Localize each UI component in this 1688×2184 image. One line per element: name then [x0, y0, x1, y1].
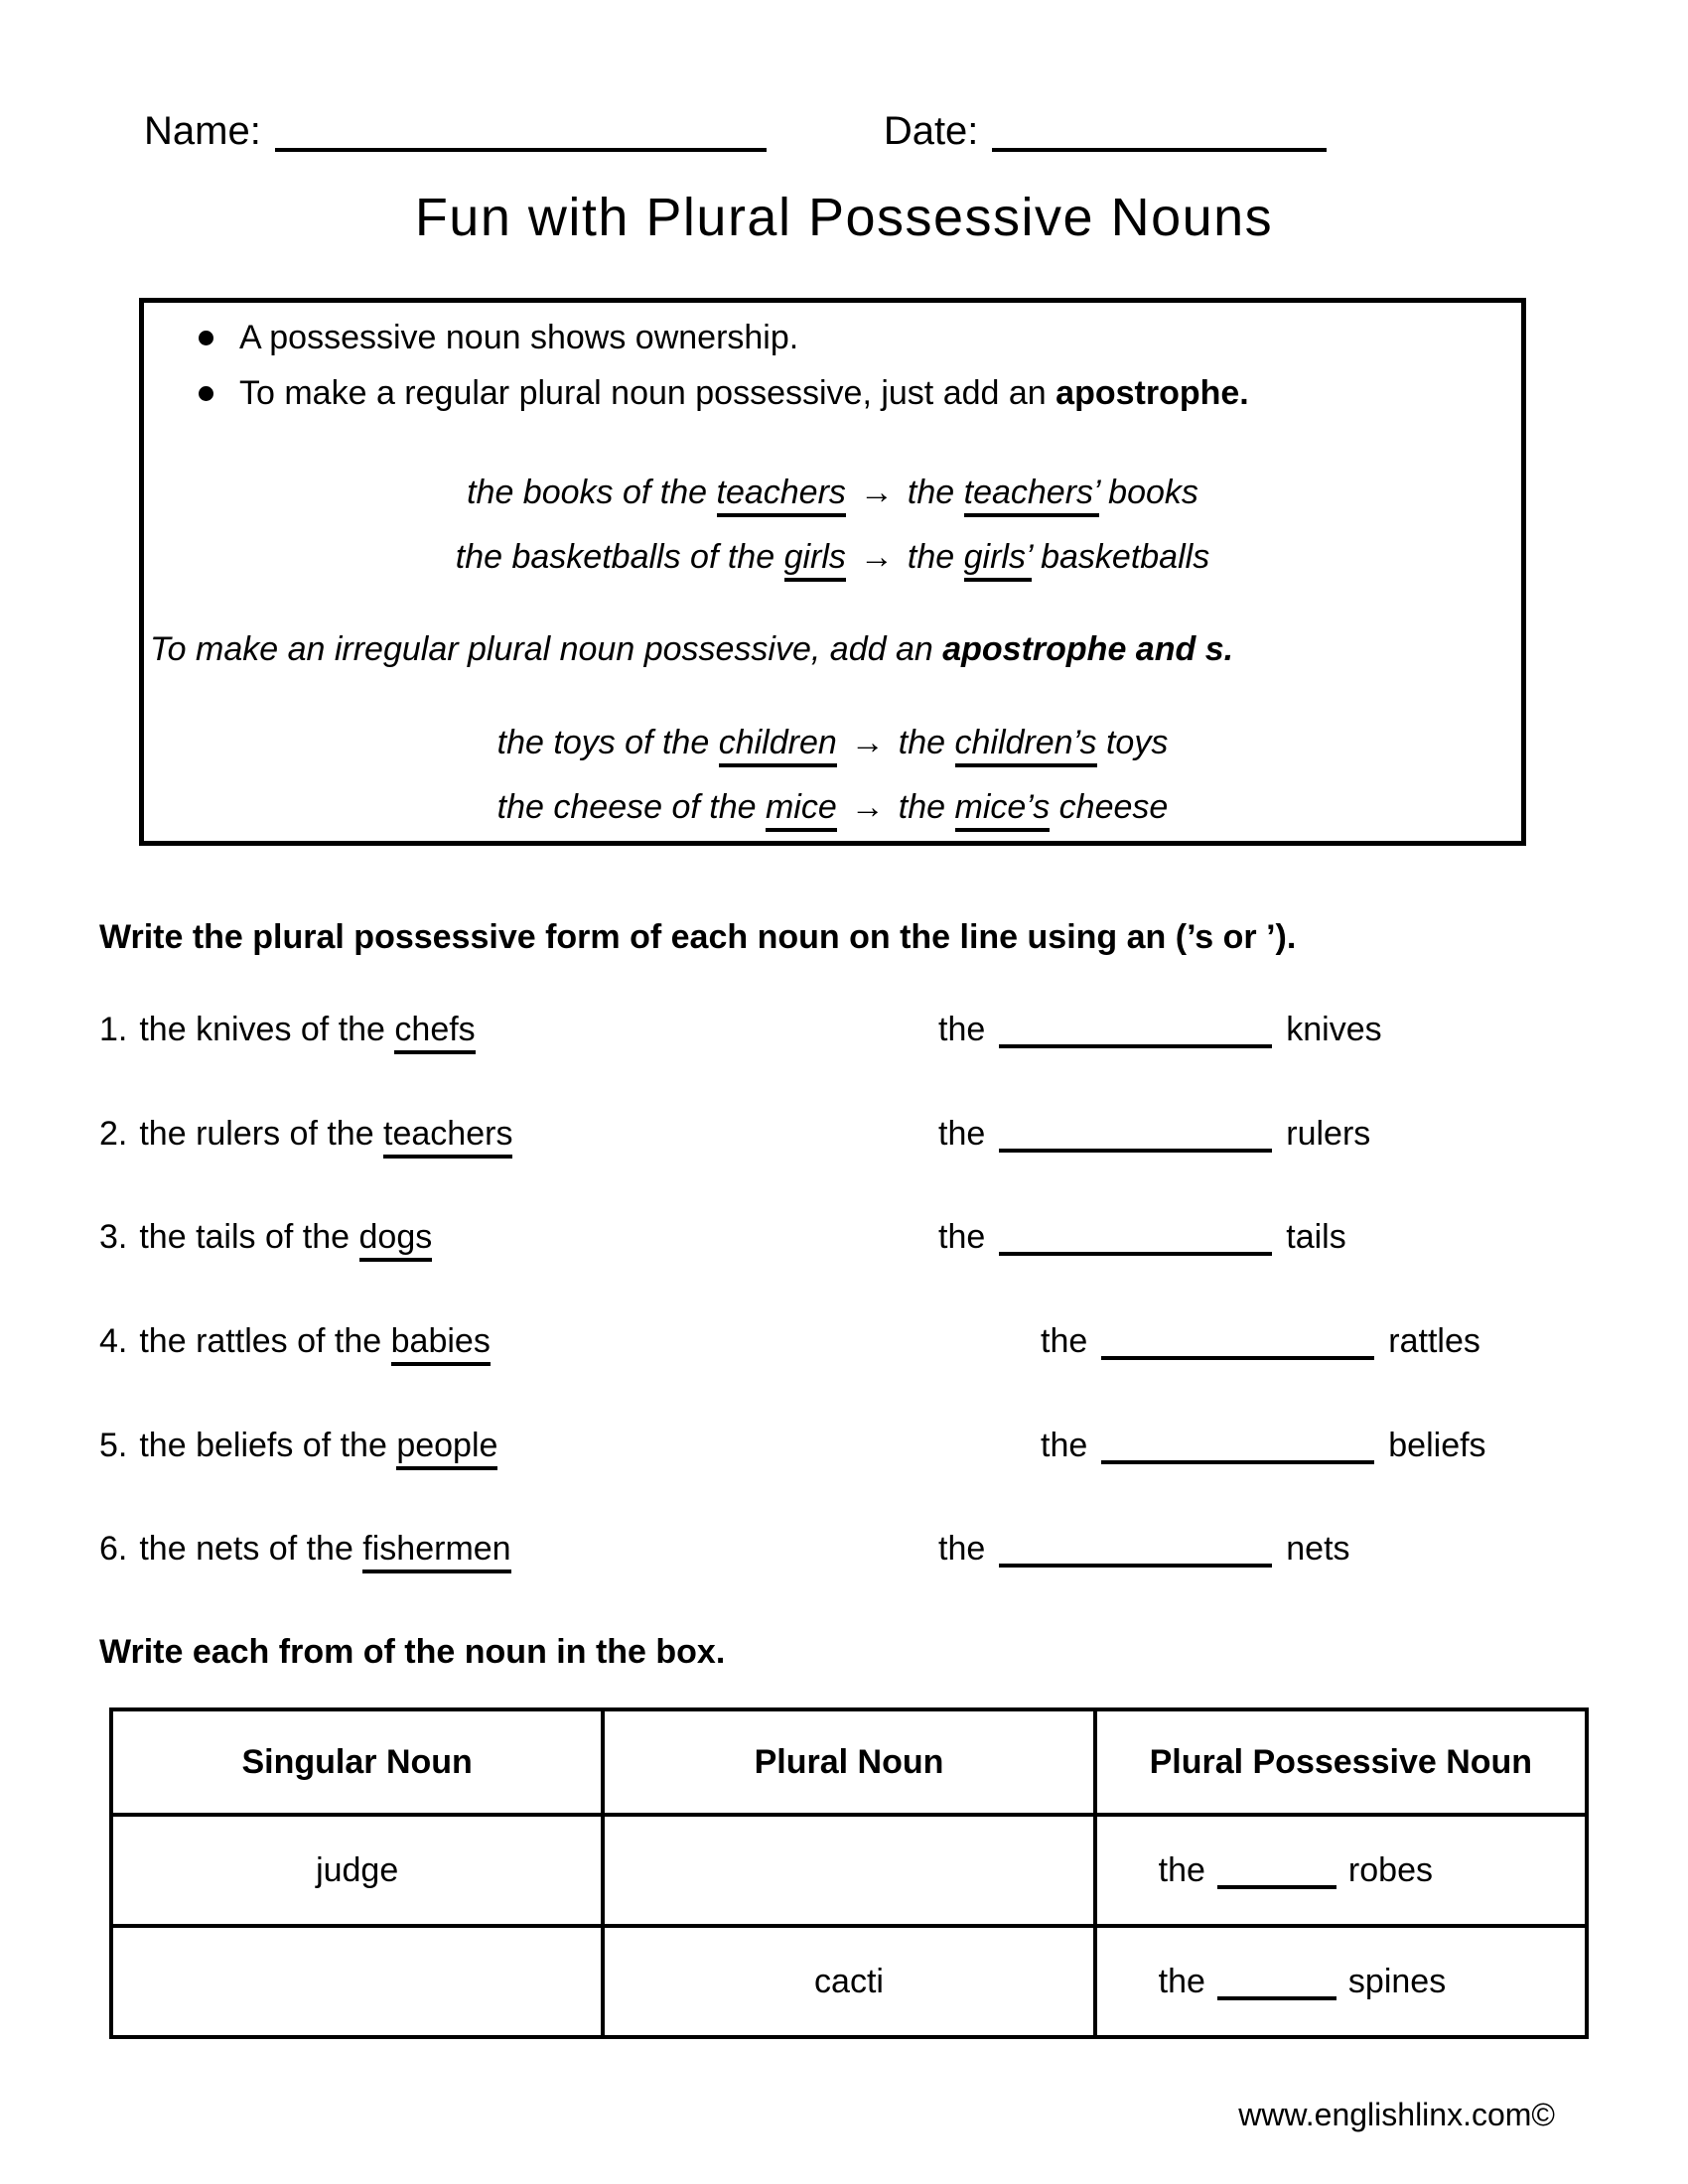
date-input-line[interactable] [992, 122, 1327, 152]
answer-line[interactable] [999, 1538, 1272, 1568]
item-underlined-word: babies [391, 1322, 491, 1366]
header [144, 109, 1327, 154]
item-number: 2. [99, 1115, 128, 1153]
item-text [139, 1322, 490, 1366]
item-number: 1. [99, 1011, 128, 1048]
cell-singular[interactable] [111, 1926, 603, 2037]
cell-plural[interactable]: cacti [603, 1926, 1094, 2037]
rules-box [139, 298, 1526, 846]
item-answer [1041, 1322, 1480, 1361]
answer-post: spines [1347, 1962, 1447, 2000]
answer-line[interactable] [999, 1123, 1272, 1153]
example-possessive-word: teachers’ [964, 474, 1099, 517]
footer-credit: www.englishlinx.com© [1238, 2097, 1555, 2132]
answer-post: beliefs [1388, 1427, 1486, 1464]
bullet-dot-icon [199, 331, 213, 345]
answer-line[interactable] [1101, 1434, 1374, 1464]
col-header-singular-noun: Singular Noun [111, 1709, 603, 1815]
example-pre: the toys of the [496, 724, 719, 761]
answer-post: nets [1286, 1530, 1350, 1568]
example-pre: the books of the [467, 474, 717, 511]
table-row [111, 1815, 1587, 1926]
answer-line[interactable] [1101, 1330, 1374, 1360]
answer-line[interactable] [1217, 1971, 1336, 2000]
item-pre: the nets of the [139, 1530, 363, 1568]
exercise-item-1 [99, 1011, 1648, 1049]
example-post: books [1098, 474, 1198, 511]
item-number: 6. [99, 1530, 128, 1568]
answer-post: rulers [1286, 1115, 1371, 1153]
answer-pre: the [938, 1115, 986, 1153]
item-underlined-word: people [396, 1427, 497, 1470]
item-text [139, 1427, 497, 1470]
exercise-item-3 [99, 1218, 1648, 1257]
date-label: Date: [883, 109, 979, 153]
rule-irregular-bold: apostrophe and s. [942, 630, 1234, 668]
item-underlined-word: teachers [383, 1115, 512, 1159]
answer-pre: the [1158, 1962, 1205, 2000]
cell-singular[interactable]: judge [111, 1815, 603, 1926]
example-underlined-word: mice [766, 788, 837, 832]
item-underlined-word: fishermen [362, 1530, 510, 1573]
rule-irregular [150, 630, 1233, 669]
noun-table [109, 1707, 1589, 2039]
rule-irregular-pre: To make an irregular plural noun possessive, add an [150, 630, 943, 668]
item-text [139, 1011, 475, 1054]
item-answer [938, 1115, 1370, 1154]
item-text [139, 1218, 432, 1262]
name-label: Name: [144, 109, 261, 153]
example-possessive-word: mice’s [955, 788, 1051, 832]
example-underlined-word: girls [784, 538, 846, 582]
name-input-line[interactable] [275, 122, 767, 152]
item-number: 3. [99, 1218, 128, 1256]
example-regular-2 [144, 538, 1521, 577]
right-arrow-icon: → [859, 538, 894, 576]
right-arrow-icon: → [850, 788, 885, 826]
example-pre: the cheese of the [496, 788, 766, 826]
example-possessive-word: children’s [955, 724, 1097, 767]
answer-line[interactable] [999, 1226, 1272, 1256]
example-mid: the [898, 724, 955, 761]
item-pre: the knives of the [139, 1011, 395, 1048]
table-row [111, 1926, 1587, 2037]
example-post: cheese [1050, 788, 1169, 826]
example-pre: the basketballs of the [455, 538, 784, 576]
col-header-plural-possessive-noun: Plural Possessive Noun [1095, 1709, 1587, 1815]
rule-bullet-2-text [239, 374, 1249, 413]
item-answer [938, 1011, 1382, 1049]
section1-instruction: Write the plural possessive form of each noun on the line using an (’s or ’). [99, 918, 1297, 956]
exercise-item-5 [99, 1427, 1648, 1465]
answer-line[interactable] [999, 1019, 1272, 1048]
exercise-item-2 [99, 1115, 1648, 1154]
answer-pre: the [1158, 1850, 1205, 1889]
answer-post: knives [1286, 1011, 1382, 1048]
table-header-row [111, 1709, 1587, 1815]
item-pre: the rattles of the [139, 1322, 391, 1360]
item-pre: the beliefs of the [139, 1427, 397, 1464]
right-arrow-icon: → [859, 474, 894, 511]
cell-plural[interactable] [603, 1815, 1094, 1926]
answer-pre: the [938, 1530, 986, 1568]
item-number: 5. [99, 1427, 128, 1464]
example-post: toys [1096, 724, 1169, 761]
rule-bullet-2-bold: apostrophe. [1055, 374, 1249, 412]
item-answer [938, 1218, 1346, 1257]
answer-post: rattles [1388, 1322, 1480, 1360]
cell-plural-possessive [1095, 1815, 1587, 1926]
rule-bullet-1 [199, 319, 798, 357]
answer-pre: the [1041, 1322, 1088, 1360]
exercise-item-4 [99, 1322, 1648, 1361]
bullet-dot-icon [199, 386, 213, 401]
item-text [139, 1530, 510, 1573]
item-answer [1041, 1427, 1486, 1465]
answer-pre: the [938, 1011, 986, 1048]
example-irregular-2 [144, 788, 1521, 827]
item-text [139, 1115, 512, 1159]
item-underlined-word: chefs [394, 1011, 475, 1054]
answer-pre: the [1041, 1427, 1088, 1464]
rule-bullet-1-text: A possessive noun shows ownership. [239, 319, 799, 356]
item-underlined-word: dogs [359, 1218, 433, 1262]
cell-plural-possessive [1095, 1926, 1587, 2037]
example-mid: the [907, 538, 964, 576]
example-regular-1 [144, 474, 1521, 512]
right-arrow-icon: → [850, 724, 885, 761]
example-post: basketballs [1031, 538, 1210, 576]
example-underlined-word: children [719, 724, 837, 767]
answer-post: tails [1286, 1218, 1346, 1256]
example-mid: the [907, 474, 964, 511]
answer-post: robes [1347, 1850, 1433, 1889]
item-answer [938, 1530, 1350, 1569]
item-pre: the tails of the [139, 1218, 359, 1256]
col-header-plural-noun: Plural Noun [603, 1709, 1094, 1815]
item-number: 4. [99, 1322, 128, 1360]
exercise-item-6 [99, 1530, 1648, 1569]
example-possessive-word: girls’ [964, 538, 1032, 582]
answer-line[interactable] [1217, 1859, 1336, 1889]
item-pre: the rulers of the [139, 1115, 384, 1153]
section2-instruction: Write each from of the noun in the box. [99, 1633, 726, 1671]
rule-bullet-2-pre: To make a regular plural noun possessive, just add an [239, 374, 1056, 412]
example-irregular-1 [144, 724, 1521, 762]
rule-bullet-2 [199, 374, 1249, 413]
page-title: Fun with Plural Possessive Nouns [414, 188, 1274, 247]
example-mid: the [898, 788, 955, 826]
example-underlined-word: teachers [717, 474, 846, 517]
answer-pre: the [938, 1218, 986, 1256]
